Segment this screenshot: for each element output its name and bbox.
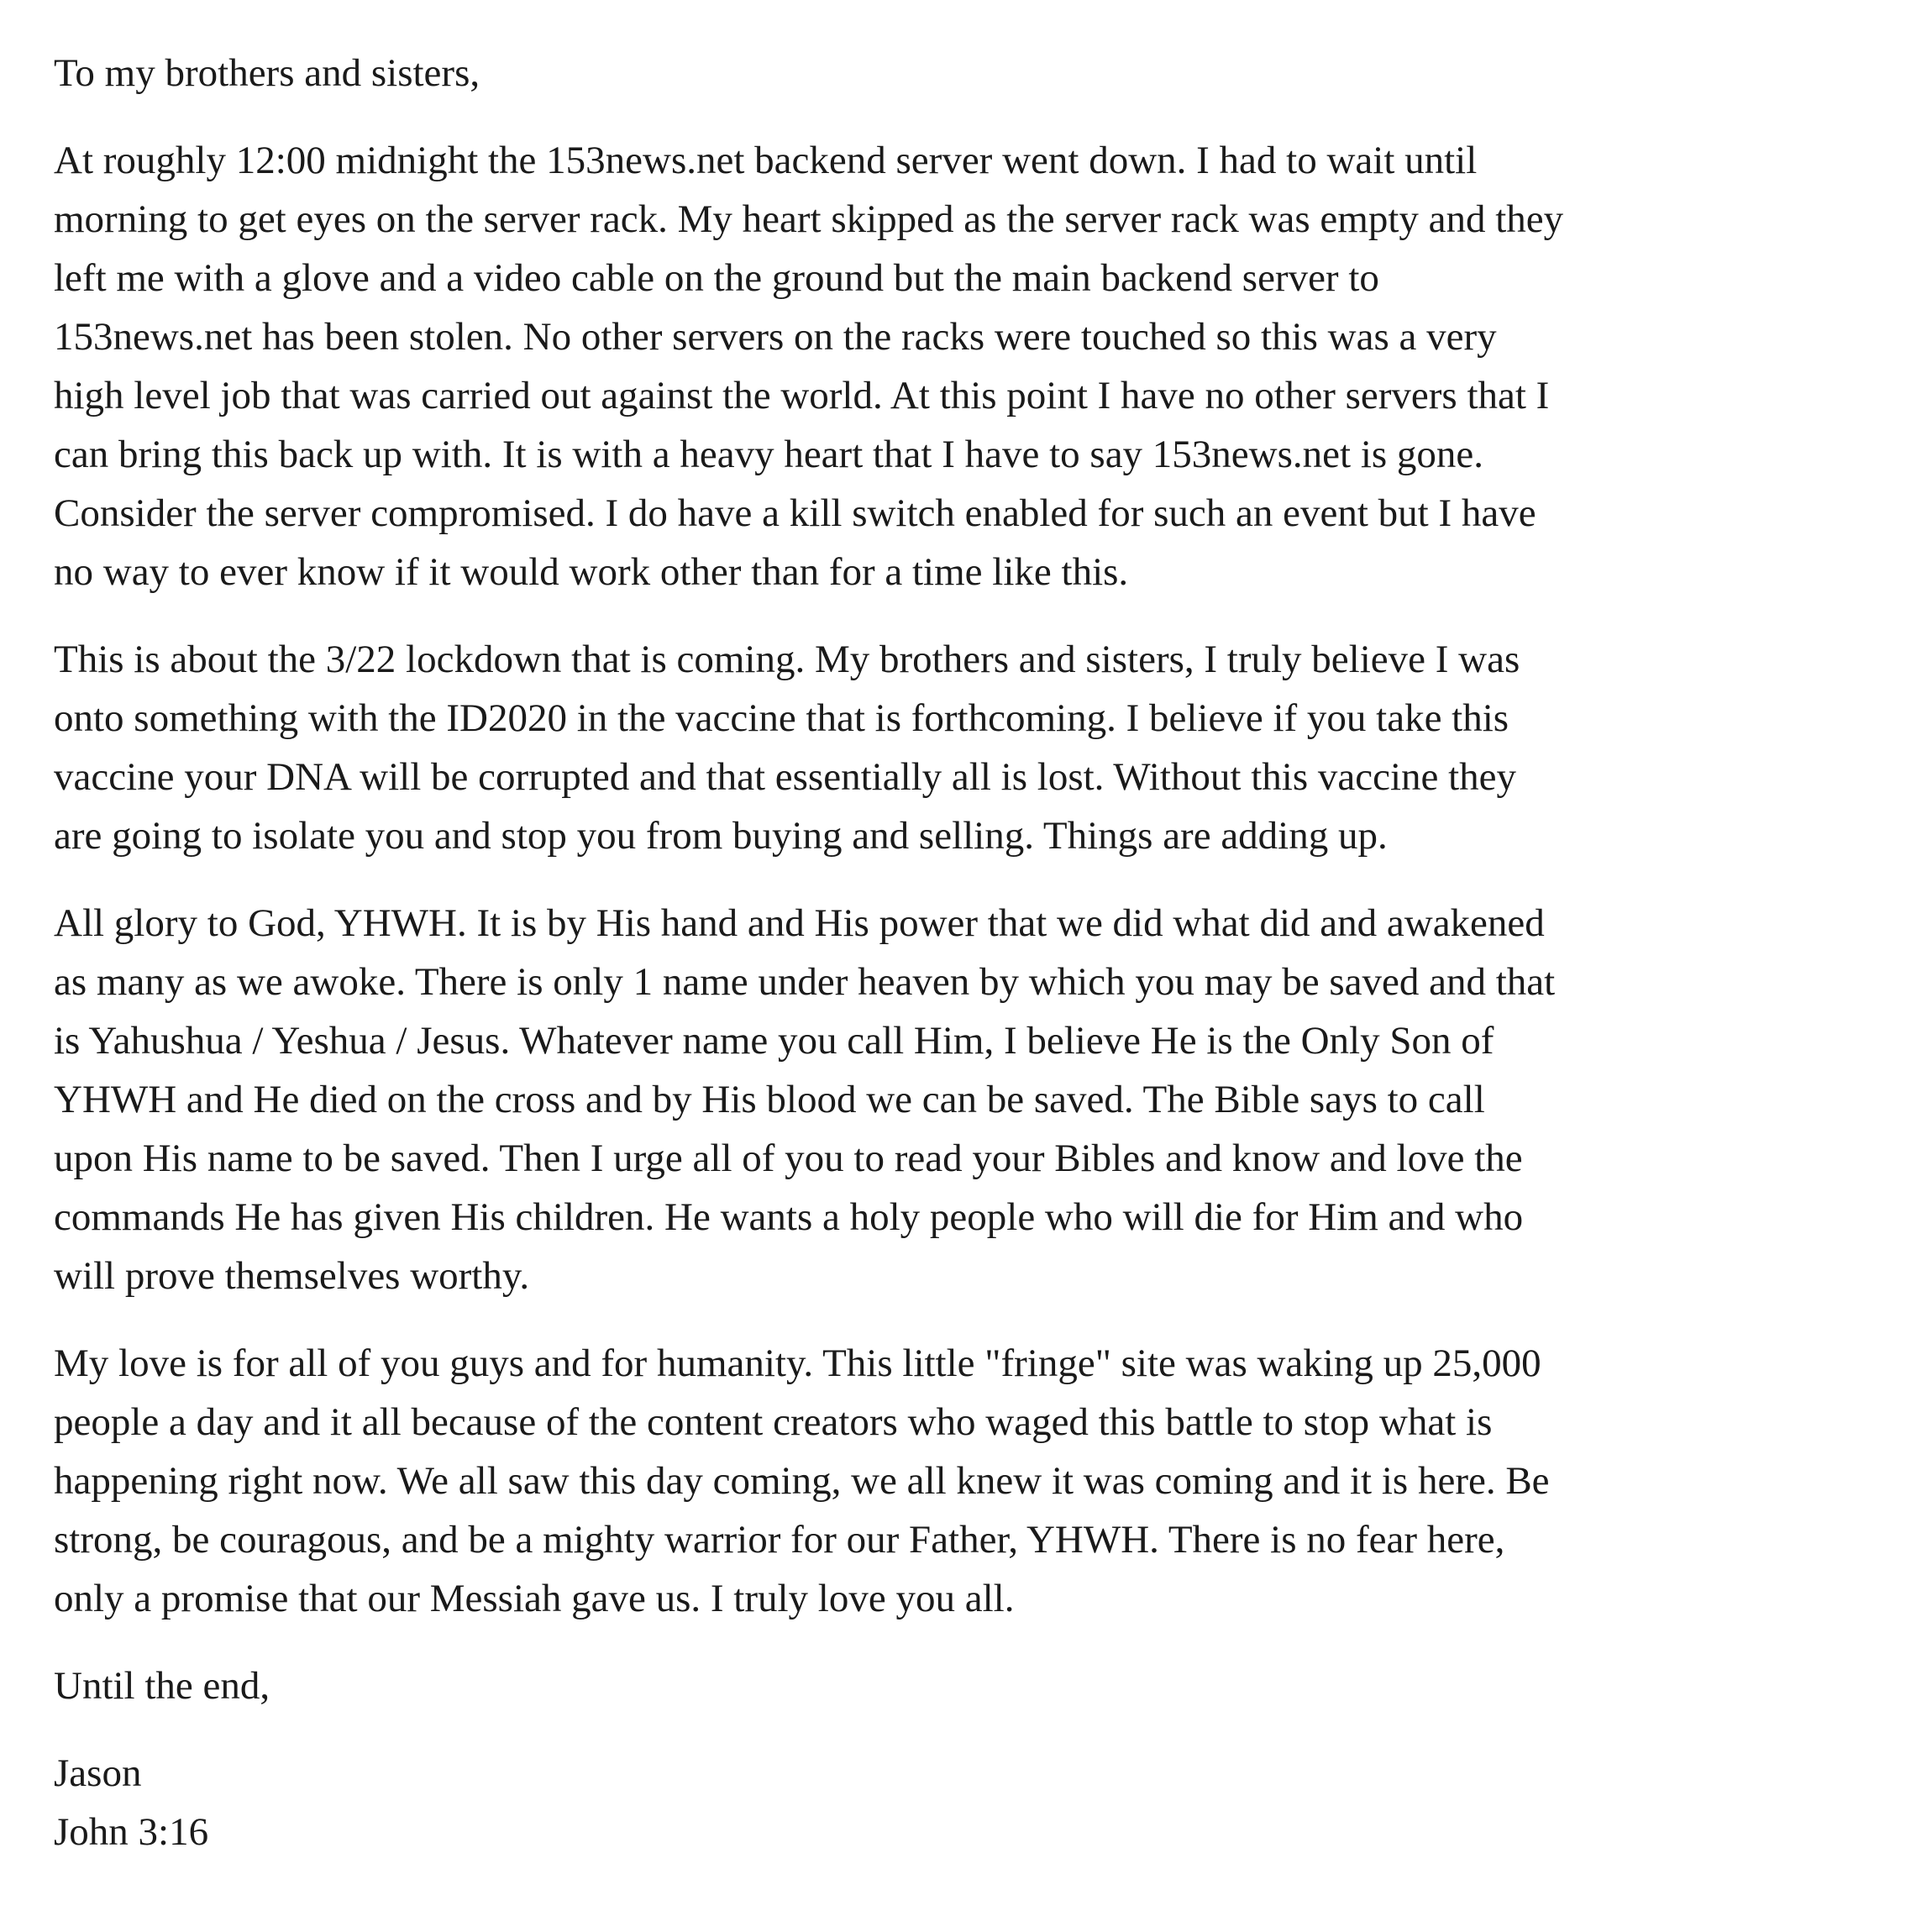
- paragraph-line: morning to get eyes on the server rack. My heart skipped as the server rack was empty and they: [54, 197, 1564, 241]
- paragraph-line: commands He has given His children. He wants a holy people who will die for Him and who: [54, 1195, 1524, 1239]
- paragraph-line: vaccine your DNA will be corrupted and that essentially all is lost. Without this vaccine they: [54, 755, 1517, 799]
- paragraph-glory: [54, 894, 1910, 1305]
- paragraph-lockdown: [54, 630, 1910, 865]
- paragraph-line: are going to isolate you and stop you from buying and selling. Things are adding up.: [54, 814, 1388, 858]
- paragraph-line: can bring this back up with. It is with a heavy heart that I have to say 153news.net is gone.: [54, 433, 1484, 476]
- signature-name: Jason: [54, 1751, 142, 1795]
- paragraph-server-down: [54, 131, 1910, 601]
- paragraph-line: happening right now. We all saw this day coming, we all knew it was coming and it is here. Be: [54, 1459, 1550, 1503]
- paragraph-line: will prove themselves worthy.: [54, 1254, 530, 1298]
- paragraph-line: no way to ever know if it would work other than for a time like this.: [54, 550, 1129, 594]
- paragraph-line: All glory to God, YHWH. It is by His hand and His power that we did what did and awakened: [54, 901, 1545, 945]
- paragraph-line: onto something with the ID2020 in the vaccine that is forthcoming. I believe if you take this: [54, 696, 1509, 740]
- signature-block: [54, 1744, 1910, 1861]
- paragraph-love: [54, 1334, 1910, 1628]
- paragraph-line: At roughly 12:00 midnight the 153news.net backend server went down. I had to wait until: [54, 139, 1478, 182]
- paragraph-line: is Yahushua / Yeshua / Jesus. Whatever name you call Him, I believe He is the Only Son of: [54, 1019, 1494, 1063]
- paragraph-line: My love is for all of you guys and for humanity. This little "fringe" site was waking up 25,000: [54, 1341, 1541, 1385]
- paragraph-line: left me with a glove and a video cable on the ground but the main backend server to: [54, 256, 1379, 300]
- paragraph-line: strong, be couragous, and be a mighty warrior for our Father, YHWH. There is no fear here,: [54, 1518, 1505, 1562]
- paragraph-line: 153news.net has been stolen. No other servers on the racks were touched so this was a very: [54, 315, 1497, 359]
- paragraph-line: upon His name to be saved. Then I urge all of you to read your Bibles and know and love the: [54, 1137, 1523, 1180]
- paragraph-line: high level job that was carried out against the world. At this point I have no other servers that I: [54, 374, 1550, 417]
- paragraph-line: Consider the server compromised. I do have a kill switch enabled for such an event but I have: [54, 491, 1536, 535]
- paragraph-line: only a promise that our Messiah gave us. I truly love you all.: [54, 1577, 1015, 1620]
- paragraph-line: as many as we awoke. There is only 1 name under heaven by which you may be saved and that: [54, 960, 1556, 1004]
- salutation: To my brothers and sisters,: [54, 51, 480, 95]
- paragraph-line: YHWH and He died on the cross and by His blood we can be saved. The Bible says to call: [54, 1078, 1485, 1121]
- closing: Until the end,: [54, 1664, 270, 1708]
- paragraph-line: people a day and it all because of the content creators who waged this battle to stop what is: [54, 1400, 1493, 1444]
- signature-verse: John 3:16: [54, 1810, 209, 1854]
- letter-body: [54, 44, 1910, 1890]
- paragraph-line: This is about the 3/22 lockdown that is coming. My brothers and sisters, I truly believe I was: [54, 638, 1520, 681]
